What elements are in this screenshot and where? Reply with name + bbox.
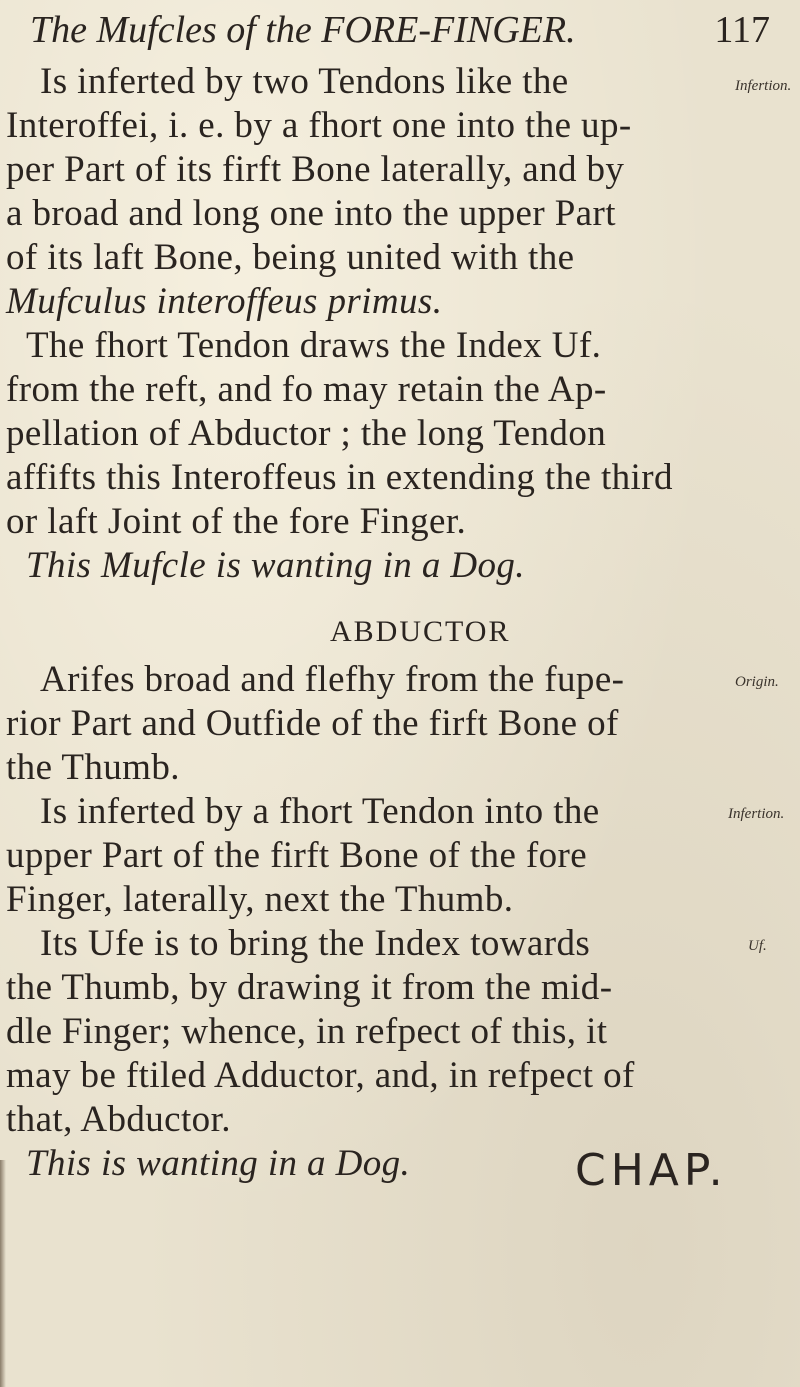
text-line: per Part of its firft Bone laterally, and by bbox=[6, 149, 625, 190]
margin-note-origin: Origin. bbox=[735, 674, 779, 690]
text-line: the Thumb, by drawing it from the mid- bbox=[6, 967, 613, 1008]
text-line: dle Finger; whence, in refpect of this, it bbox=[6, 1011, 608, 1052]
margin-note-insertion: Infertion. bbox=[728, 806, 785, 822]
margin-note-insertion: Infertion. bbox=[735, 78, 792, 94]
text-line: that, Abductor. bbox=[6, 1099, 231, 1140]
text-line: from the reft, and fo may retain the Ap- bbox=[6, 369, 607, 410]
page-header bbox=[30, 8, 770, 58]
text-line: rior Part and Outfide of the firft Bone of bbox=[6, 703, 619, 744]
text-line: This Mufcle is wanting in a Dog. bbox=[26, 545, 525, 586]
text-line: pellation of Abductor ; the long Tendon bbox=[6, 413, 607, 454]
text-line: a broad and long one into the upper Part bbox=[6, 193, 616, 234]
text-line: or laft Joint of the fore Finger. bbox=[6, 501, 467, 542]
text-line: affifts this Interoffeus in extending the third bbox=[6, 457, 673, 498]
text-line: Is inferted by two Tendons like the bbox=[40, 61, 569, 102]
text-line: upper Part of the firft Bone of the fore bbox=[6, 835, 588, 876]
text-line: Arifes broad and flefhy from the fupe- bbox=[40, 659, 625, 700]
page-edge-shadow bbox=[0, 1160, 6, 1387]
section-heading-abductor: ABDUCTOR bbox=[330, 615, 511, 648]
text-line: the Thumb. bbox=[6, 747, 180, 788]
text-line: Its Ufe is to bring the Index towards bbox=[40, 923, 591, 964]
text-line: Finger, laterally, next the Thumb. bbox=[6, 879, 514, 920]
text-line: This is wanting in a Dog. bbox=[26, 1143, 411, 1184]
text-line: may be ftiled Adductor, and, in refpect of bbox=[6, 1055, 635, 1096]
text-line: of its laft Bone, being united with the bbox=[6, 237, 575, 278]
text-line: Is inferted by a fhort Tendon into the bbox=[40, 791, 600, 832]
text-line: Interoffei, i. e. by a fhort one into the up- bbox=[6, 105, 632, 146]
page-number: 117 bbox=[714, 9, 770, 51]
catchword: CHAP. bbox=[575, 1145, 728, 1196]
running-title: The Mufcles of the FORE-FINGER. bbox=[30, 9, 576, 51]
margin-note-use: Uf. bbox=[748, 938, 767, 954]
text-line: The fhort Tendon draws the Index Uf. bbox=[26, 325, 602, 366]
text-line: Mufculus interoffeus primus. bbox=[6, 281, 443, 322]
